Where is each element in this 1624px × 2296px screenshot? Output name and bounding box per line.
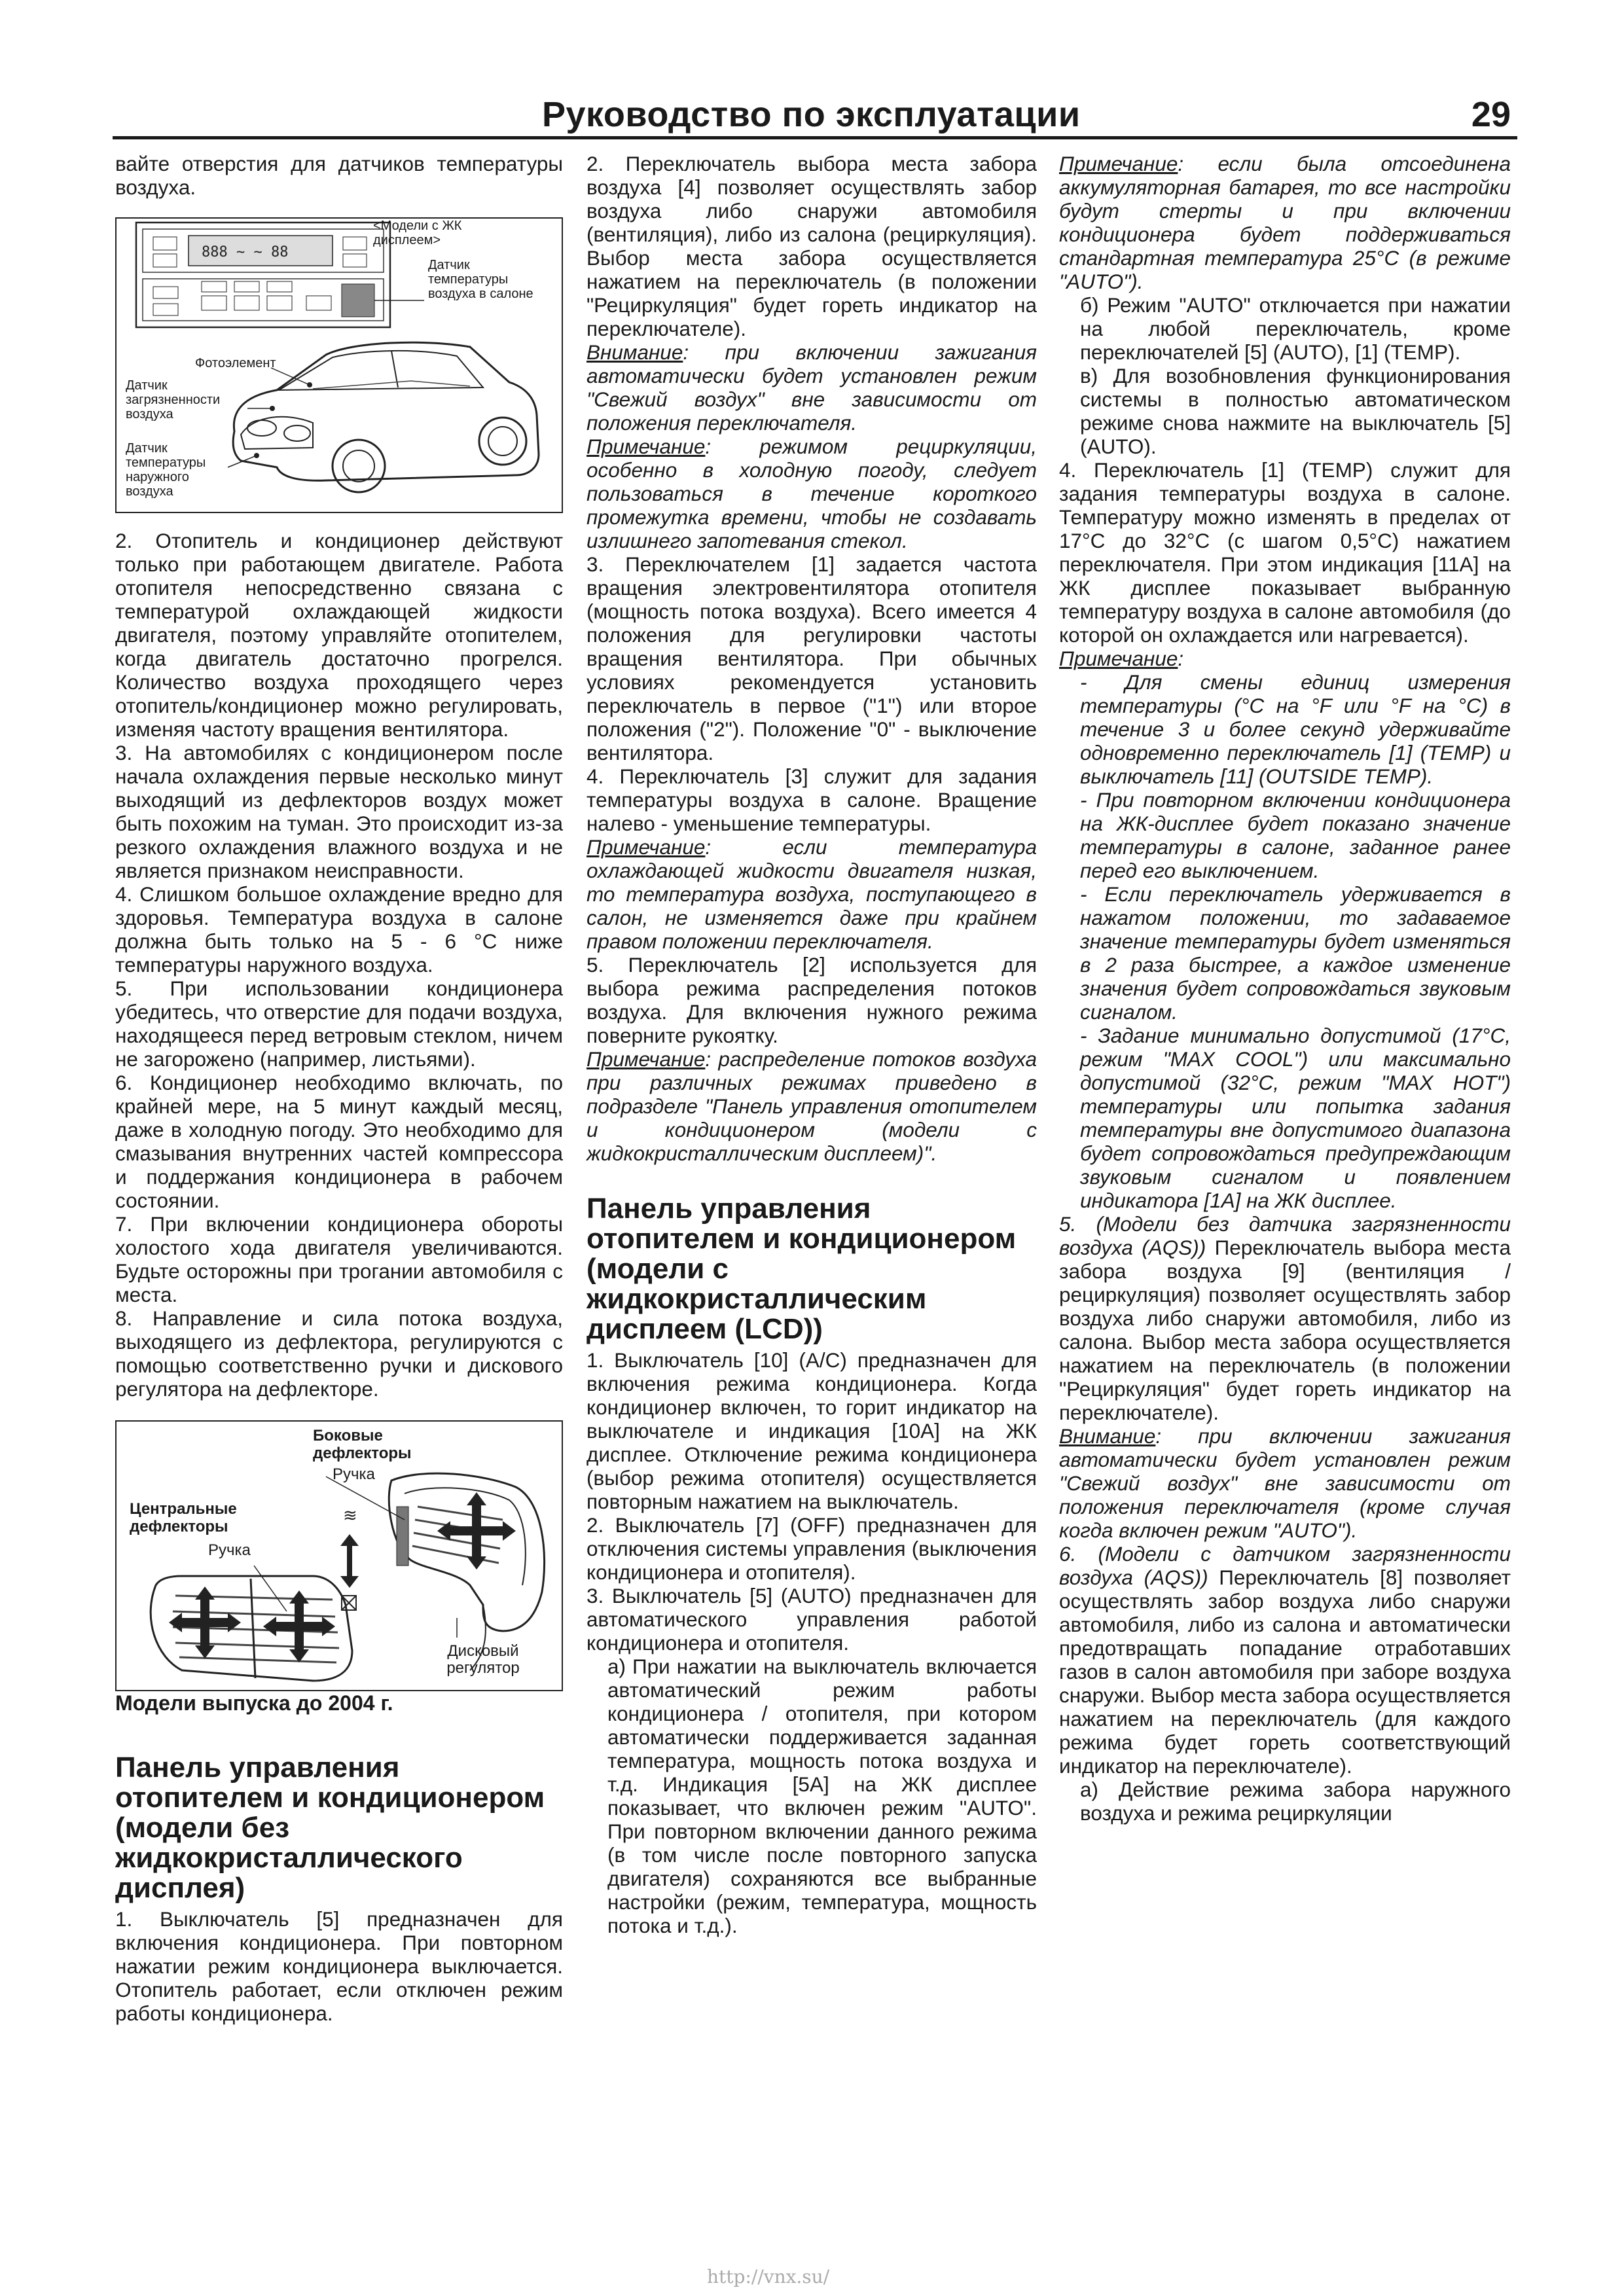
label-lcd-models: <Модели с ЖК дисплеем> [373,219,462,247]
paragraph: 5. Переключатель [2] используется для выбора режима распределения потоков воздуха. Для включения нужного режима поверните рукоятку. [586,953,1037,1047]
section-heading: Панель управления отопителем и кондиционером (модели с жидкокристаллическим дисплеем (LCD)) [586,1193,1017,1345]
paragraph: 4. Переключатель [3] служит для задания температуры воздуха в салоне. Вращение налево - уменьшение температуры. [586,764,1037,835]
label-disc-regulator: Дисковый регулятор [446,1642,520,1677]
figure-deflectors [115,1420,563,1691]
paragraph: 5. При использовании кондиционера убедитесь, что отверстие для подачи воздуха, находящееся перед ветровым стеклом, ничем не загорожено (например, листьями). [115,977,563,1071]
page-header [113,90,1517,139]
header-title: Руководство по эксплуатации [542,95,1081,134]
section-heading: Панель управления отопителем и кондиционером (модели без жидкокристаллического дисплея) [115,1751,545,1904]
note: Примечание: если была отсоединена аккумуляторная батарея, то все настройки будут стерты и при включении кондиционера будет поддерживаться стандартная температура 25°C (в режиме "AUTO"). [1059,152,1511,293]
paragraph: 6. (Модели с датчиком загрязненности воздуха (AQS)) Переключатель [8] позволяет осуществлять забор воздуха либо снаружи автомобиля, либо из салона и автоматически предотвращать попадание отработавших газов в салон автомобиля при заборе воздуха снаружи. Выбор места забора осуществляется нажатием на переключатель (для каждого режима будет гореть соответствующий индикатор на переключателе). [1059,1542,1511,1778]
note: Примечание: если температура охлаждающей жидкости двигателя низкая, то температура воздуха, поступающего в салон, не изменяется даже при крайнем правом положении переключателя. [586,835,1037,953]
paragraph: 1. Выключатель [10] (A/C) предназначен для включения режима кондиционера. Когда кондиционер включен, то горит индикатор на выключателе и индикация [10A] на ЖК дисплее. Отключение режима кондиционера (выбор режима отопителя) осуществляется повторным нажатием на выключатель. [586,1348,1037,1513]
label-side-deflectors: Боковые дефлекторы [313,1427,412,1462]
page-number: 29 [1471,95,1511,134]
paragraph: 1. Выключатель [5] предназначен для включения кондиционера. При повторном нажатии режим кондиционера выключается. Отопитель работает, если отключен режим работы кондиционера. [115,1907,563,2025]
svg-text:888 ~ ~ 88: 888 ~ ~ 88 [202,244,289,260]
figure-climate-sensors [115,217,563,513]
paragraph: 6. Кондиционер необходимо включать, по крайней мере, на 5 минут каждый месяц, даже в холодную погоду. Это необходимо для смазывания внутренних частей компрессора и поддержания кондиционера в рабочем состоянии. [115,1071,563,1212]
label-outside-sensor: Датчик температуры наружного воздуха [126,441,206,499]
label-handle-side: Ручка [333,1465,375,1483]
note: Примечание: режимом рециркуляции, особенно в холодную погоду, следует пользоваться в течение короткого промежутка времени, чтобы не создавать излишнего запотевания стекол. [586,435,1037,552]
note-item: - Для смены единиц измерения температуры (°C на °F или °F на °C) в течение 3 и более секунд удерживайте одновременно переключатель [1] (TEMP) и выключатель [11] (OUTSIDE TEMP). [1080,670,1511,788]
paragraph: а) При нажатии на выключатель включается автоматический режим работы кондиционера / отопителя, при котором автоматически поддерживается заданная температура, мощность потока воздуха и т.д. Индикация [5A] на ЖК дисплее показывает, что включен режим "AUTO". При повторном включении данного режима (в том числе после повторного запуска двигателя) сохраняются все выбранные настройки (режим, температура, мощность потока и т.д.). [607,1655,1037,1937]
paragraph: 4. Слишком большое охлаждение вредно для здоровья. Температура воздуха в салоне должна быть только на 5 - 6 °C ниже температуры наружного воздуха. [115,882,563,977]
note-attention: Внимание: при включении зажигания автоматически будет установлен режим "Свежий воздух" вне зависимости от положения переключателя (кроме случая когда включен режим "AUTO"). [1059,1424,1511,1542]
paragraph: 2. Отопитель и кондиционер действуют только при работающем двигателе. Работа отопителя непосредственно связана с температурой охлаждающей жидкости двигателя, поэтому управляйте отопителем, когда двигатель достаточно прогрелся. Количество воздуха проходящего через отопитель/кондиционер можно регулировать, изменяя частоту вращения вентилятора. [115,529,563,741]
column-3 [1059,152,1511,1825]
note-item: - Задание минимально допустимой (17°C, режим "MAX COOL") или максимально допустимой (32°C, режим "MAX HOT") температуры или попытка задания температуры вне допустимого диапазона будет сопровождаться предупреждающим звуковым сигналом и появлением индикатора [1A] на ЖК дисплее. [1080,1024,1511,1212]
paragraph: а) Действие режима забора наружного воздуха и режима рециркуляции [1080,1778,1511,1825]
label-photo-element: Фотоэлемент [195,356,276,370]
paragraph: 8. Направление и сила потока воздуха, выходящего из дефлектора, регулируются с помощью соответственно ручки и дискового регулятора на дефлекторе. [115,1306,563,1401]
paragraph: в) Для возобновления функционирования системы в полностью автоматическом режиме снова нажмите на выключатель [5] (AUTO). [1080,364,1511,458]
note-attention: Внимание: при включении зажигания автоматически будет установлен режим "Свежий воздух" вне зависимости от положения переключателя. [586,340,1037,435]
svg-text:≋: ≋ [343,1505,357,1525]
label-cabin-sensor: Датчик температуры воздуха в салоне [428,258,533,301]
paragraph: 3. На автомобилях с кондиционером после начала охлаждения первые несколько минут выходящий из дефлекторов воздух может быть похожим на туман. Это происходит из-за резкого охлаждения влажного воздуха и не является признаком неисправности. [115,741,563,882]
paragraph: вайте отверстия для датчиков температуры воздуха. [115,152,563,199]
column-2 [586,152,1037,1937]
paragraph: 3. Выключатель [5] (AUTO) предназначен для автоматического управления работой кондиционера и отопителя. [586,1584,1037,1655]
footer-url: http://vnx.su/ [707,2266,830,2287]
column-1 [115,152,563,2025]
paragraph: б) Режим "AUTO" отключается при нажатии на любой переключатель, кроме переключателей [5] (AUTO), [1] (TEMP). [1080,293,1511,364]
figure-caption: Модели выпуска до 2004 г. [115,1691,393,1715]
label-pollution-sensor: Датчик загрязненности воздуха [126,378,221,422]
note-heading: Примечание: [1059,647,1184,670]
paragraph: 7. При включении кондиционера обороты холостого хода двигателя увеличиваются. Будьте осторожны при трогании автомобиля с места. [115,1212,563,1306]
paragraph: 2. Выключатель [7] (OFF) предназначен для отключения системы управления (выключения кондиционера и отопителя). [586,1513,1037,1584]
paragraph: 4. Переключатель [1] (TEMP) служит для задания температуры воздуха в салоне. Температуру можно изменять в пределах от 17°C до 32°C (с шагом 0,5°C) нажатием переключателя. При этом индикация [11A] на ЖК дисплее показывает выбранную температуру воздуха в салоне автомобиля (до которой он охлаждается или нагревается). [1059,458,1511,647]
paragraph: 3. Переключателем [1] задается частота вращения электровентилятора отопителя (мощность потока воздуха). Всего имеется 4 положения для регулировки частоты вращения вентилятора. При обычных условиях рекомендуется установить переключатель в первое ("1") или второе положения ("2"). Положение "0" - выключение вентилятора. [586,552,1037,764]
note: Примечание: распределение потоков воздуха при различных режимах приведено в подразделе "Панель управления отопителем и кондиционером (модели с жидкокристаллическим дисплеем)". [586,1047,1037,1165]
note-item: - При повторном включении кондиционера на ЖК-дисплее будет показано значение температуры в салоне, заданное ранее перед его выключением. [1080,788,1511,882]
note-item: - Если переключатель удерживается в нажатом положении, то задаваемое значение температуры будет изменяться в 2 раза быстрее, а каждое изменение значения будет сопровождаться звуковым сигналом. [1080,882,1511,1024]
paragraph: 5. (Модели без датчика загрязненности воздуха (AQS)) Переключатель выбора места забора воздуха [9] (вентиляция / рециркуляция) позволяет осуществлять забор воздуха либо снаружи автомобиля, либо из салона. Выбор места забора осуществляется нажатием на переключатель (в положении "Рециркуляция" будет гореть индикатор на переключателе). [1059,1212,1511,1424]
label-central-deflectors: Центральные дефлекторы [130,1500,237,1535]
paragraph: 2. Переключатель выбора места забора воздуха [4] позволяет осуществлять забор воздуха либо снаружи автомобиля (вентиляция), либо из салона (рециркуляция). Выбор места забора осуществляется нажатием на переключатель (в положении "Рециркуляция" будет гореть индикатор на переключателе). [586,152,1037,340]
label-handle-central: Ручка [208,1541,251,1559]
